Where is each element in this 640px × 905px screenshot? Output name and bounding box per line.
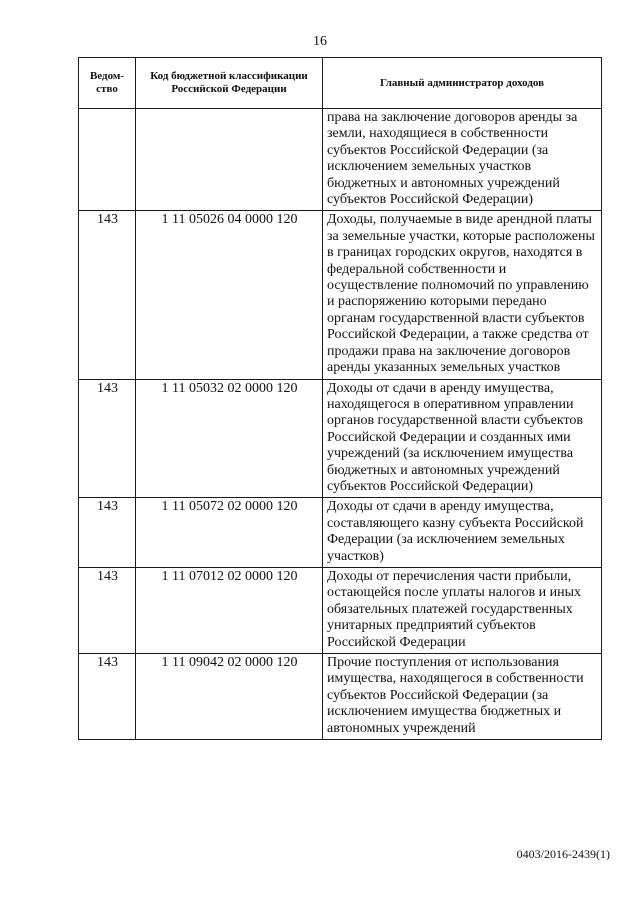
cell-department: 143: [79, 498, 136, 568]
table-row: [79, 211, 602, 379]
cell-budget-code: 1 11 05032 02 0000 120: [136, 379, 323, 498]
header-budget-code: Код бюджетной классификации Российской Федерации: [136, 58, 323, 109]
cell-budget-code: 1 11 05072 02 0000 120: [136, 498, 323, 568]
cell-administrator: Прочие поступления от использования имущества, находящегося в собственности субъектов Российской Федерации (за исключением имущества бюджетных и автономных учреждений: [323, 654, 602, 740]
cell-department: 143: [79, 379, 136, 498]
cell-administrator: Доходы от сдачи в аренду имущества, находящегося в оперативном управлении органов государственной власти субъектов Российской Федерации и созданных ими учреждений (за исключением имущества бюджетных и автономных учреждений субъектов Российской Федерации): [323, 379, 602, 498]
header-chief-administrator: Главный администратор доходов: [323, 58, 602, 109]
cell-budget-code: 1 11 05026 04 0000 120: [136, 211, 323, 379]
cell-department: 143: [79, 567, 136, 653]
page-number: 16: [313, 34, 327, 49]
header-department: Ведом-ство: [79, 58, 136, 109]
cell-budget-code: 1 11 07012 02 0000 120: [136, 567, 323, 653]
table-row: [79, 654, 602, 740]
revenue-administrators-table: [78, 57, 602, 740]
table-row: [79, 379, 602, 498]
cell-administrator: Доходы от сдачи в аренду имущества, составляющего казну субъекта Российской Федерации (за исключением земельных участков): [323, 498, 602, 568]
cell-budget-code: 1 11 09042 02 0000 120: [136, 654, 323, 740]
table-row: [79, 567, 602, 653]
cell-administrator: права на заключение договоров аренды за земли, находящиеся в собственности субъектов Российской Федерации (за исключением земельных участков бюджетных и автономных учреждений субъектов Российской Федерации): [323, 109, 602, 211]
cell-budget-code: [136, 109, 323, 211]
cell-department: 143: [79, 211, 136, 379]
table-header-row: [79, 58, 602, 109]
table-row: [79, 498, 602, 568]
cell-department: [79, 109, 136, 211]
cell-department: 143: [79, 654, 136, 740]
cell-administrator: Доходы, получаемые в виде арендной платы за земельные участки, которые расположены в границах городских округов, находятся в федеральной собственности и осуществление полномочий по управлению и распоряжению которыми передано органам государственной власти субъектов Российской Федерации, а также средства от продажи права на заключение договоров аренды указанных земельных участков: [323, 211, 602, 379]
table-row: [79, 109, 602, 211]
cell-administrator: Доходы от перечисления части прибыли, остающейся после уплаты налогов и иных обязательных платежей государственных унитарных предприятий субъектов Российской Федерации: [323, 567, 602, 653]
document-number: 0403/2016-2439(1): [516, 847, 610, 861]
